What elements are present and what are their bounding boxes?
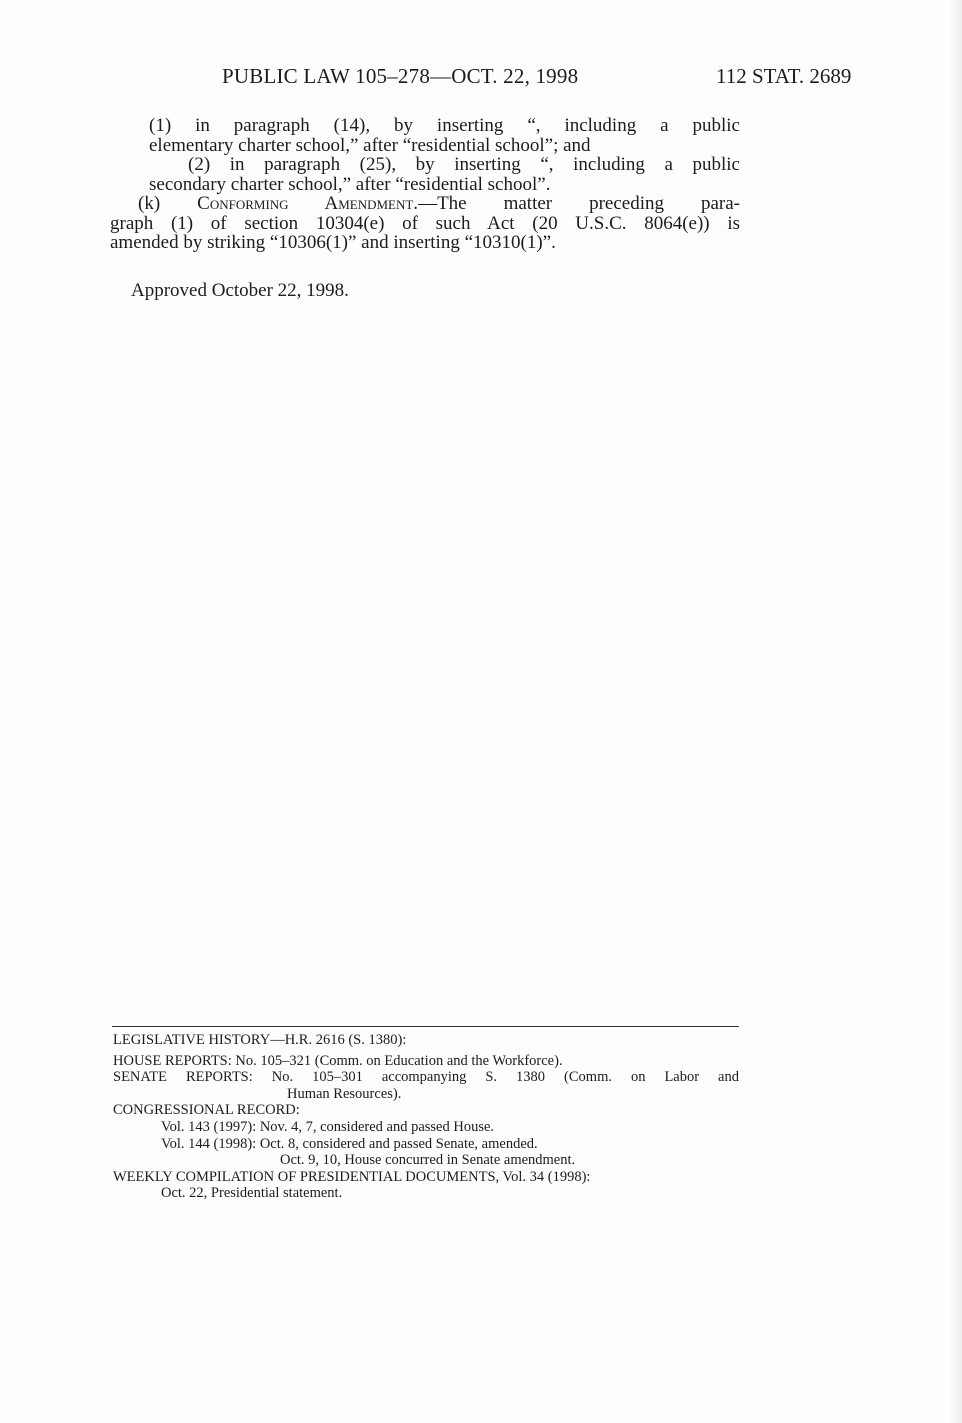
paragraph-1-line-2: elementary charter school,” after “residential school”; and <box>149 134 591 156</box>
legislative-history <box>113 1032 739 1202</box>
approval-date: Approved October 22, 1998. <box>131 280 349 301</box>
subsection-k-heading: Conforming Amendment. <box>197 193 419 214</box>
weekly-compilation: WEEKLY COMPILATION OF PRESIDENTIAL DOCUMENTS, Vol. 34 (1998): <box>113 1168 591 1185</box>
congressional-record-vol-144-continued: Oct. 9, 10, House concurred in Senate amendment. <box>280 1152 576 1169</box>
senate-reports-line-1: SENATE REPORTS: No. 105–301 accompanying S. 1380 (Comm. on Labor and <box>113 1069 739 1086</box>
house-reports: HOUSE REPORTS: No. 105–321 (Comm. on Education and the Workforce). <box>113 1052 563 1069</box>
footnote-divider <box>112 1026 739 1027</box>
page-edge-shadow <box>948 0 962 1423</box>
paragraph-2-line-1: (2) in paragraph (25), by inserting “, including a public <box>188 154 740 175</box>
paragraph-2-line-2: secondary charter school,” after “residential school”. <box>149 173 551 195</box>
congressional-record-heading: CONGRESSIONAL RECORD: <box>113 1102 300 1119</box>
congressional-record-vol-143: Vol. 143 (1997): Nov. 4, 7, considered and passed House. <box>161 1118 495 1135</box>
subsection-k-line-1-rest: —The matter preceding para- <box>418 193 741 214</box>
subsection-k-prefix: (k) <box>138 193 198 214</box>
page-header-title: PUBLIC LAW 105–278—OCT. 22, 1998 <box>222 64 579 88</box>
congressional-record-vol-144: Vol. 144 (1998): Oct. 8, considered and passed Senate, amended. <box>161 1135 538 1152</box>
paragraph-1-line-1: (1) in paragraph (14), by inserting “, including a public <box>149 115 740 136</box>
subsection-k-line-1 <box>110 194 740 214</box>
subsection-k-line-2: graph (1) of section 10304(e) of such Act (20 U.S.C. 8064(e)) is <box>110 212 740 234</box>
weekly-compilation-detail: Oct. 22, Presidential statement. <box>161 1185 343 1202</box>
senate-reports-line-2: Human Resources). <box>287 1085 402 1102</box>
legislative-history-heading: LEGISLATIVE HISTORY—H.R. 2616 (S. 1380): <box>113 1032 407 1048</box>
subsection-k-line-3: amended by striking “10306(1)” and inserting “10310(1)”. <box>110 232 556 253</box>
page-header-stat-number: 112 STAT. 2689 <box>716 64 852 88</box>
statute-body <box>110 116 740 253</box>
